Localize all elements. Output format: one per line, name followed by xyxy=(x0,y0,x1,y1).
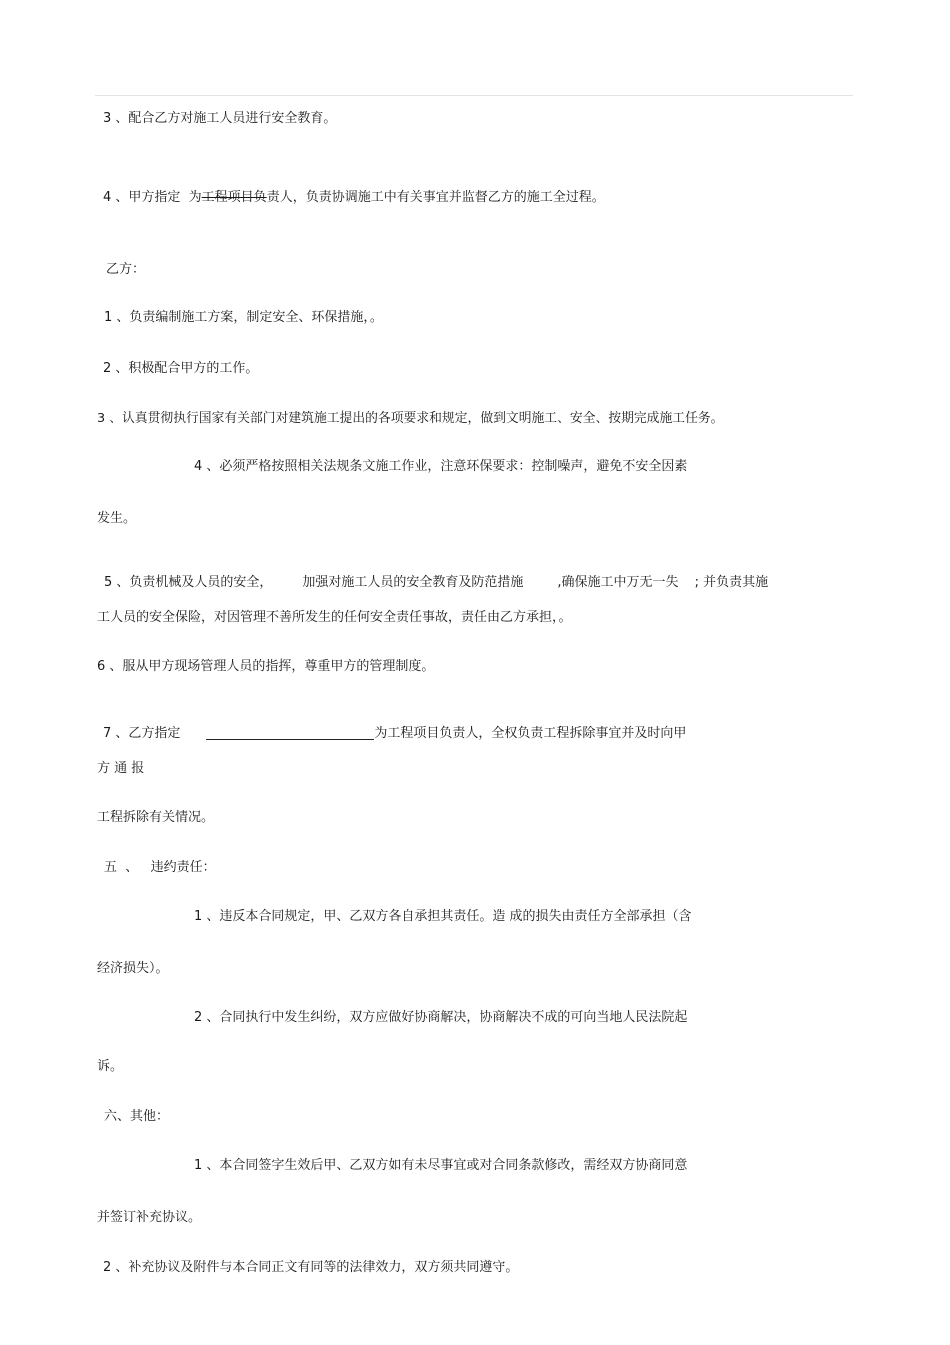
clause-b4: 4 、必须严格按照相关法规条文施工作业，注意环保要求：控制噪声，避免不安全因素 xyxy=(194,459,688,474)
clause-b3: 3 、认真贯彻执行国家有关部门对建筑施工提出的各项要求和规定，做到文明施工、安全、按期完成施工任务。 xyxy=(97,411,724,426)
clause-d1-continuation: 并签订补充协议。 xyxy=(97,1210,202,1225)
clause-d1: 1 、本合同签字生效后甲、乙双方如有未尽事宜或对合同条款修改，需经双方协商同意 xyxy=(194,1158,688,1173)
clause-b5 xyxy=(104,559,768,591)
clause-b7-text-pre: 7 、乙方指定 xyxy=(103,726,181,741)
clause-c2-continuation: 诉。 xyxy=(97,1059,124,1074)
clause-d2: 2 、补充协议及附件与本合同正文有同等的法律效力，双方须共同遵守。 xyxy=(103,1260,519,1275)
clause-c2: 2 、合同执行中发生纠纷，双方应做好协商解决，协商解决不成的可向当地人民法院起 xyxy=(194,1010,688,1025)
clause-b5-continuation: 工人员的安全保险，对因管理不善所发生的任何安全责任事故，责任由乙方承担，。 xyxy=(97,610,572,625)
section-five-heading: 五 、 违约责任： xyxy=(104,860,216,875)
clause-c1-continuation: 经济损失）。 xyxy=(97,961,169,976)
clause-b1: 1 、负责编制施工方案，制定安全、环保措施，。 xyxy=(104,310,383,325)
clause-b7-text-post: 为工程项目负责人，全权负责工程拆除事宜并及时向甲 xyxy=(374,726,687,741)
clause-a4-text-pre: 4 、甲方指定 为 xyxy=(103,190,202,205)
section-six-heading: 六、其他： xyxy=(104,1109,170,1124)
clause-b6: 6 、服从甲方现场管理人员的指挥，尊重甲方的管理制度。 xyxy=(97,659,435,674)
clause-b7 xyxy=(103,709,686,742)
party-b-heading: 乙方： xyxy=(106,262,146,277)
clause-a3: 3 、配合乙方对施工人员进行安全教育。 xyxy=(103,111,337,126)
clause-b5-part3: ,确保施工中万无一失 xyxy=(557,575,679,590)
clause-b5-part2: 加强对施工人员的安全教育及防范措施 xyxy=(302,575,524,590)
clause-c1: 1 、违反本合同规定，甲、乙双方各自承担其责任。造 成的损失由责任方全部承担（含 xyxy=(194,909,692,924)
clause-b5-part1: 5 、负责机械及人员的安全， xyxy=(104,575,273,590)
header-rule xyxy=(95,95,853,96)
clause-b7-continuation-2: 工程拆除有关情况。 xyxy=(97,810,215,825)
clause-b2: 2 、积极配合甲方的工作。 xyxy=(103,361,259,376)
clause-a4 xyxy=(103,174,605,206)
clause-b5-part4: ; 并负责其施 xyxy=(694,575,769,590)
clause-b7-continuation-1: 方 通 报 xyxy=(97,761,145,776)
clause-a4-strikethrough: 工程项目负 xyxy=(201,190,267,205)
clause-a4-text-post: 责人，负责协调施工中有关事宜并监督乙方的施工全过程。 xyxy=(266,190,605,205)
clause-b4-continuation: 发生。 xyxy=(97,511,137,526)
blank-signature-line xyxy=(206,725,374,740)
